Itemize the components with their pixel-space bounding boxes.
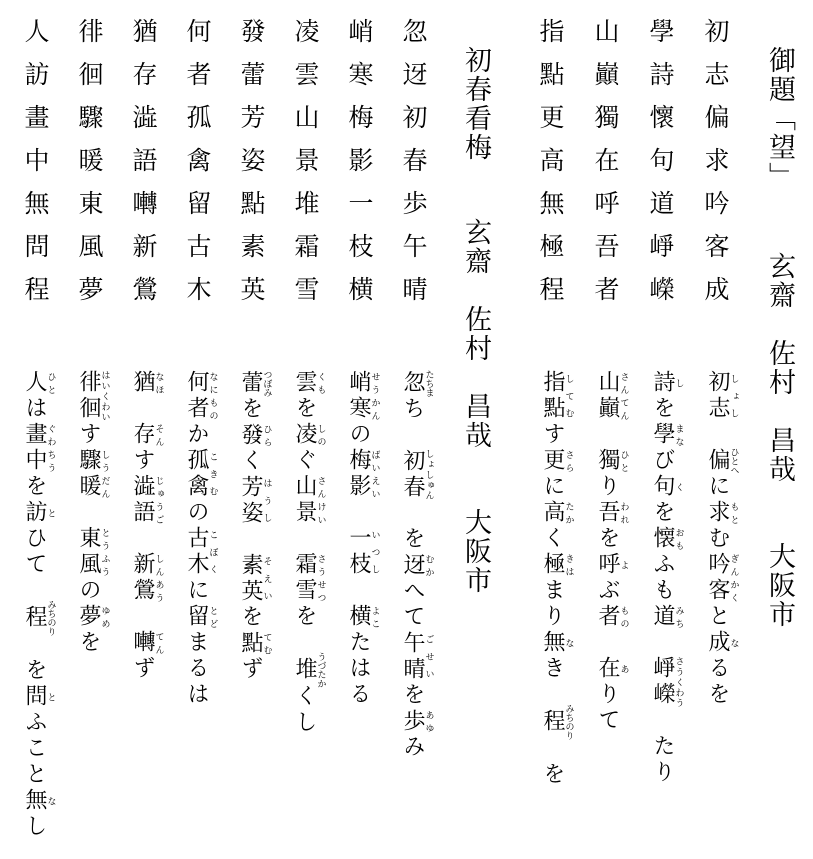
poem2-kundoku-line-5: 何者なにものか孤禽こきむの古木こぼくに留とどまるは [184, 370, 218, 708]
poem1-line-4: 指點更高無極程 [536, 18, 565, 319]
poem2-line-2: 峭寒梅影一枝横 [345, 18, 374, 319]
poem2-line-6: 猶存澁語囀新鶯 [129, 18, 158, 319]
poem2-kundoku-line-2: 峭寒せうかんの梅影ばいえい 一枝いつし 横よこたはる [346, 370, 380, 708]
poem1-line-2: 學詩懷句道崢嶸 [646, 18, 675, 319]
poem1-kundoku-line-2: 詩しを學まなび句くを懐おもふも道みち 崢嶸さうくわう たり [650, 370, 684, 786]
poem2-kundoku-line-3: 雲くもを凌しのぐ山景さんけい 霜雪さうせつを 堆うづたかくし [292, 370, 326, 736]
poem2-line-5: 何者孤禽留古木 [183, 18, 212, 319]
poem1-kundoku-line-1: 初志しょし 偏ひとへに求もとむ吟客ぎんかくと成なるを [705, 370, 739, 708]
poem2-line-7: 徘徊驟暖東風夢 [75, 18, 104, 319]
poem1-line-3: 山巓獨在呼吾者 [591, 18, 620, 319]
poem2-line-4: 發蕾芳姿點素英 [237, 18, 266, 319]
poem1-author: 玄齋 佐村 昌哉 大阪市 [764, 252, 795, 629]
poem2-kundoku-line-7: 徘徊はいくわいす驟暖しうだん 東風とうふうの夢ゆめを [76, 370, 110, 656]
poem1-kundoku-line-3: 山巓さんてん 獨ひとり吾われを呼よぶ者もの 在ありて [595, 370, 629, 734]
poem1-kundoku-line-4: 指點してむす更さらに高たかく極きはまり無なき 程みちのり を [540, 370, 574, 788]
poem2-author: 玄齋 佐村 昌哉 大阪市 [460, 218, 491, 595]
poem2-kundoku-line-1: 忽たちまち 初春しょしゅん を迓むかへて午晴ごせいを歩あゆみ [400, 370, 434, 761]
poem2-line-1: 忽迓初春歩午晴 [399, 18, 428, 319]
poem2-line-3: 凌雲山景堆霜雪 [291, 18, 320, 319]
poem1-line-1: 初志偏求吟客成 [701, 18, 730, 319]
poem1-title: 御題「望」 [764, 46, 795, 191]
poem2-kundoku-line-8: 人ひとは畫中ぐわちうを訪とひて 程みちのり を問とふこと無なし [22, 370, 56, 840]
poem2-kundoku-line-6: 猶なほ 存そんす澁語じゅうご 新鶯しんあう 囀てんず [130, 370, 164, 682]
poem2-line-8: 人訪畫中無問程 [21, 18, 50, 319]
poem2-kundoku-line-4: 蕾つぼみを發ひらく芳姿はうし 素英そえいを點てむず [238, 370, 272, 683]
poem2-title: 初春看梅 [460, 46, 491, 162]
